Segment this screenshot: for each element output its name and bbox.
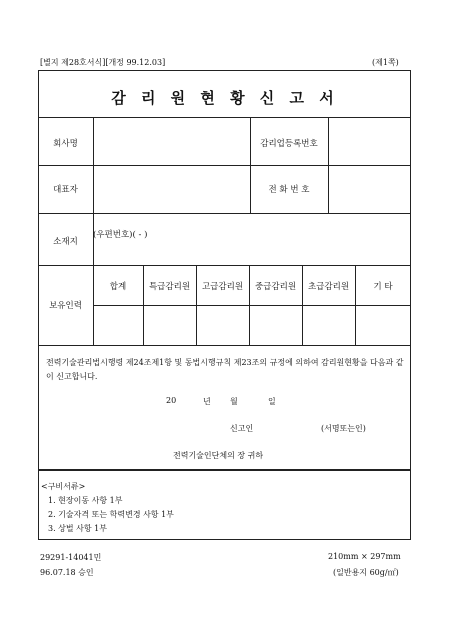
staff-label: 보유인력 <box>49 301 82 311</box>
address-field[interactable] <box>94 240 410 264</box>
page-number: (제1쪽) <box>372 58 399 67</box>
reporter-label: 신고인 <box>230 424 254 433</box>
staff-advanced-field[interactable] <box>197 306 248 344</box>
attachments-heading: <구비서류> <box>41 482 86 491</box>
staff-special-field[interactable] <box>144 306 195 344</box>
attachment-item: 3. 상벌 사항 1부 <box>48 524 107 533</box>
attachment-item: 1. 현장이동 사항 1부 <box>48 496 123 505</box>
approval-date: 96.07.18 승인 <box>40 568 94 577</box>
signature-label: (서명또는인) <box>321 424 366 433</box>
date-day-label: 일 <box>268 397 276 406</box>
date-month-label: 월 <box>230 397 238 406</box>
company-name-label: 회사명 <box>53 139 78 149</box>
address-label: 소재지 <box>53 237 78 247</box>
doc-code: 29291-14041민 <box>40 553 102 562</box>
staff-other-field[interactable] <box>356 306 410 344</box>
company-name-field[interactable] <box>94 118 250 164</box>
form-title: 감 리 원 현 황 신 고 서 <box>111 89 339 107</box>
staff-col-intermediate: 중급감리원 <box>254 282 297 292</box>
postal-code: (우편번호)( - ) <box>93 230 148 240</box>
staff-col-advanced: 고급감리원 <box>201 282 244 292</box>
staff-beginner-field[interactable] <box>303 306 354 344</box>
paper-size: 210mm × 297mm <box>328 552 401 561</box>
representative-label: 대표자 <box>53 185 78 195</box>
staff-col-special: 특급감리원 <box>148 282 191 292</box>
attachment-item: 2. 기술자격 또는 학력변경 사항 1부 <box>48 510 174 519</box>
staff-intermediate-field[interactable] <box>250 306 301 344</box>
declaration-text: 전력기술관리법시행령 제24조제1항 및 동법시행규칙 제23조의 규정에 의하여 감리원현황을 다음과 같이 신고합니다. <box>46 358 404 381</box>
paper-type: (일반용지 60g/㎡) <box>333 568 399 577</box>
registration-field[interactable] <box>329 118 410 164</box>
staff-col-other: 기 타 <box>373 282 393 292</box>
date-year-label: 년 <box>203 397 211 406</box>
row-divider <box>38 345 411 346</box>
phone-label: 전 화 번 호 <box>268 185 310 195</box>
date-year-prefix: 20 <box>166 396 177 405</box>
staff-col-beginner: 초급감리원 <box>307 282 350 292</box>
staff-total-field[interactable] <box>94 306 142 344</box>
registration-label: 감리업등록번호 <box>260 139 318 149</box>
staff-col-total: 합계 <box>109 282 127 292</box>
phone-field[interactable] <box>329 166 410 212</box>
recipient: 전력기술인단체의 장 귀하 <box>173 451 264 460</box>
form-id: [별지 제28호서식][개정 99.12.03] <box>40 58 166 67</box>
representative-field[interactable] <box>94 166 250 212</box>
row-divider <box>38 213 411 214</box>
